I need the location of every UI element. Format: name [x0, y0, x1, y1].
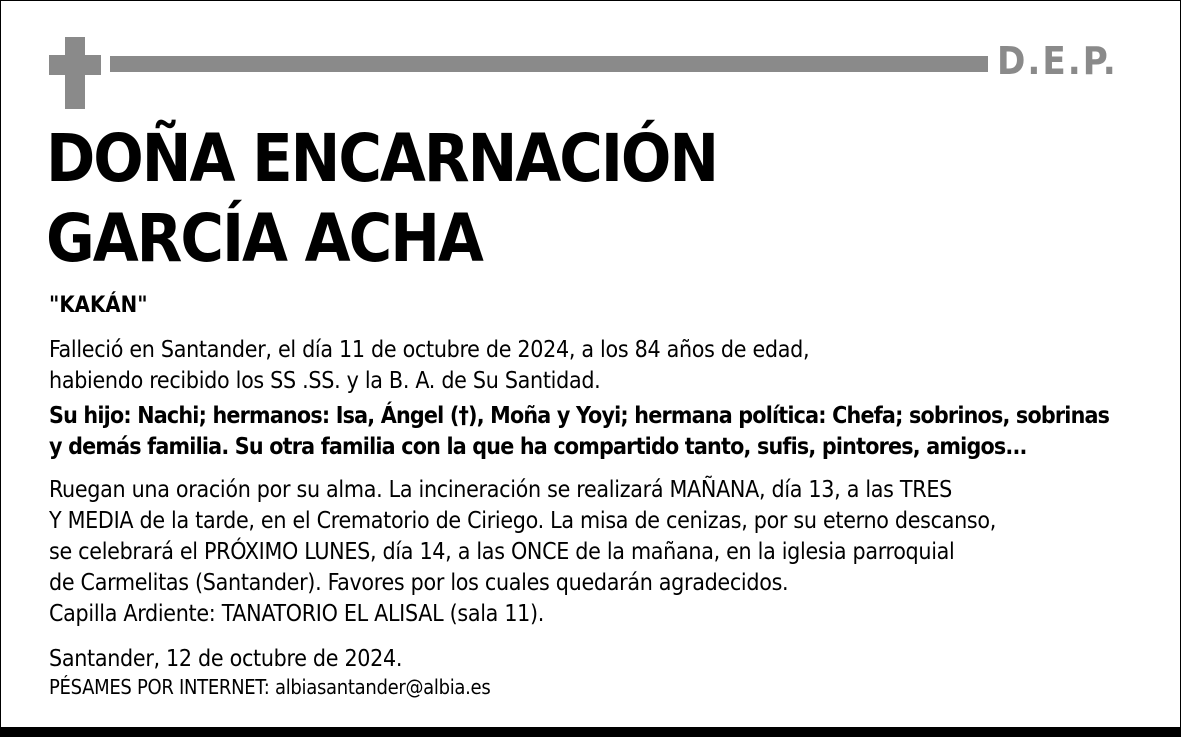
nickname: "KAKÁN" — [49, 293, 148, 318]
family-paragraph — [49, 401, 1109, 463]
service-line: Capilla Ardiente: TANATORIO EL ALISAL (sala 11). — [49, 601, 545, 627]
condolences-line — [49, 675, 490, 699]
cross-icon-bar — [49, 55, 101, 75]
death-notice-paragraph — [49, 335, 809, 397]
service-paragraph — [49, 475, 996, 630]
condolences-email: albiasantander@albia.es — [275, 675, 491, 699]
family-line: Su hijo: Nachi; hermanos: Isa, Ángel (†), Moña y Yoyi; hermana política: Chefa; sobrinos, sobrinas — [49, 403, 1110, 429]
service-line: Y MEDIA de la tarde, en el Crematorio de Ciriego. La misa de cenizas, por su eterno descanso, — [49, 508, 997, 534]
family-line: y demás familia. Su otra familia con la que ha compartido tanto, sufis, pintores, amigos... — [49, 434, 1027, 460]
deceased-name-line-2: GARCÍA ACHA — [46, 200, 482, 277]
service-line: se celebrará el PRÓXIMO LUNES, día 14, a las ONCE de la mañana, en la iglesia parroquial — [49, 539, 955, 565]
bottom-rule — [1, 727, 1180, 736]
service-line: de Carmelitas (Santander). Favores por los cuales quedarán agradecidos. — [49, 570, 789, 596]
place-date — [49, 644, 402, 675]
service-line: Ruegan una oración por su alma. La incineración se realizará MAÑANA, día 13, a las TRES — [49, 477, 952, 503]
death-notice-line: Falleció en Santander, el día 11 de octubre de 2024, a los 84 años de edad, — [49, 337, 810, 363]
condolences-label: PÉSAMES POR INTERNET: — [49, 675, 270, 699]
place-date-text: Santander, 12 de octubre de 2024. — [49, 646, 403, 672]
deceased-name-line-1: DOÑA ENCARNACIÓN — [46, 120, 718, 197]
header-rule — [110, 56, 988, 72]
dep-label: D.E.P. — [997, 39, 1118, 83]
death-notice-line: habiendo recibido los SS .SS. y la B. A. de Su Santidad. — [49, 368, 601, 394]
